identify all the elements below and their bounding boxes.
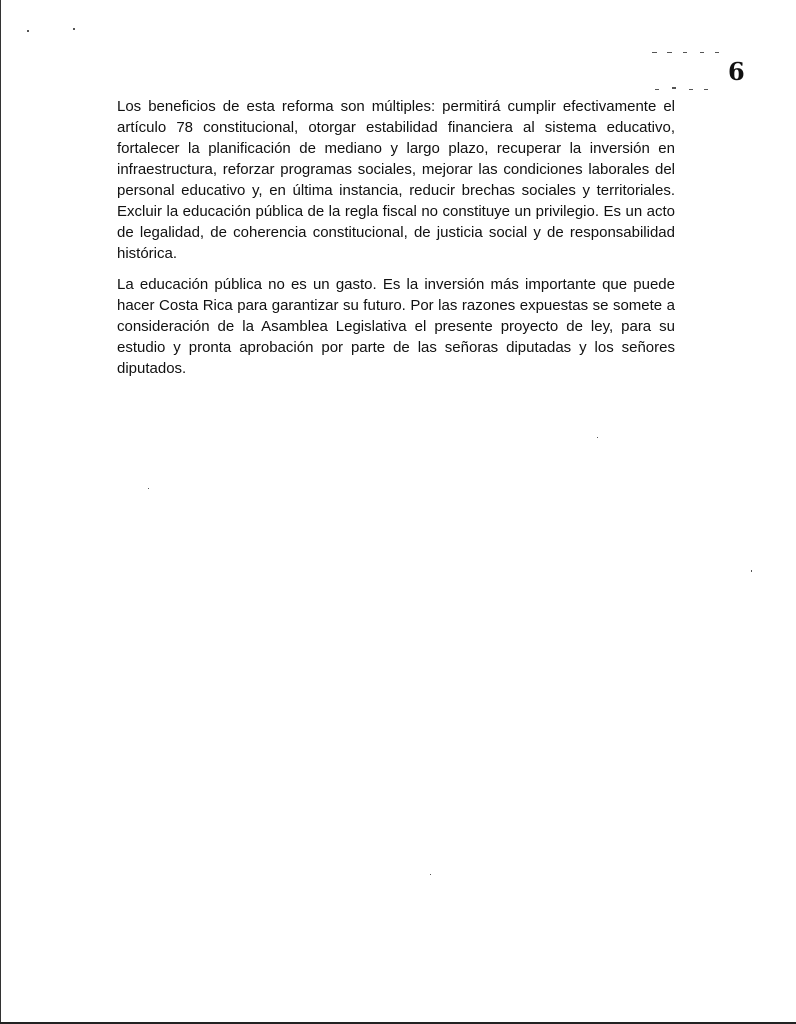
scan-speck [704,89,708,90]
scan-speck [672,87,676,89]
scan-speck [715,52,719,53]
scan-speck [667,52,672,53]
scan-speck [700,52,704,53]
scan-speck [683,52,687,53]
scan-speck [27,30,29,32]
scan-speck [689,89,693,90]
scan-speck [430,874,431,875]
scan-speck [148,488,149,489]
scan-left-edge [0,0,1,1024]
scan-speck [751,570,752,572]
page-number: 6 [728,57,745,86]
paragraph-benefits: Los beneficios de esta reforma son múltiples: permitirá cumplir efectivamente el artículo 78 constitucional, otorgar estabilidad financiera al sistema educativo, fortalecer la planificación de mediano y largo plazo, recuperar la inversión en infraestructura, reforzar programas sociales, mejorar las condiciones laborales del personal educativo y, en última instancia, reducir brechas sociales y territoriales. Excluir la educación pública de la regla fiscal no constituye un privilegio. Es un acto de legalidad, de coherencia constitucional, de justicia social y de responsabilidad histórica. [117,98,675,262]
paragraph-conclusion: La educación pública no es un gasto. Es la inversión más importante que puede hacer Costa Rica para garantizar su futuro. Por las razones expuestas se somete a consideración de la Asamblea Legislativa el presente proyecto de ley, para su estudio y pronta aprobación por parte de las señoras diputadas y los señores diputados. [117,276,675,377]
scan-speck [597,437,598,438]
scan-speck [655,89,659,90]
scan-speck [73,28,75,30]
scan-speck [652,52,657,53]
body-text [117,96,675,379]
